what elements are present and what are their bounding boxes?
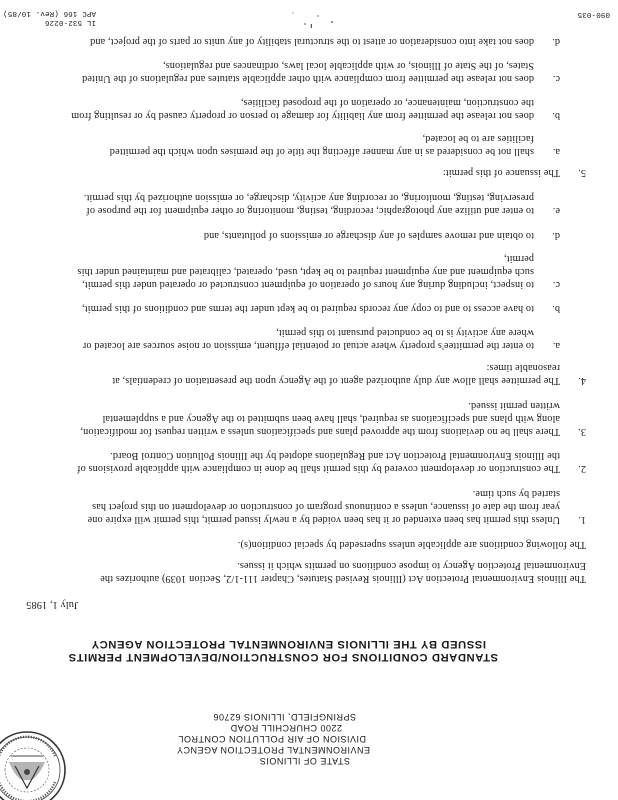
condition-4-line-2: reasonable times: [486,362,560,373]
condition-5b-line-1: b.does not release the permittee from any liability for damage to person or property caused by or resulting from [71,110,560,121]
document-title-line-2: ISSUED BY THE ILLINOIS ENVIRONMENTAL PROTECTION AGENCY [91,638,486,650]
item-label: b. [552,110,560,121]
applicability-statement: The following conditions are applicable unless superseded by special condition(s). [237,539,586,550]
intro-line-1: The Illinois Environmental Protection Act (Illinois Revised Statutes, Chapter 111-1/2, Section 1039) authorizes the [100,573,586,584]
header-state: STATE OF ILLINOIS [259,756,350,766]
item-label: a. [552,340,560,351]
condition-number: 5. [578,167,586,178]
item-label: d. [552,36,560,47]
condition-5-line-1: 5.The issuance of this permit: [442,167,586,178]
condition-5a-line-1: a.shall not be considered as in any manner affecting the title of the premises upon which the permitted [109,146,560,157]
condition-1-line-1: 1.Unless this permit has been extended or it has been voided by a newly issued permit, this permit will expire one [87,514,586,525]
condition-4e-line-2: preserving, testing, monitoring, or recording any activity, discharge, or emission authorized by this permit. [83,192,534,203]
condition-5b-line-2: the construction, maintenance, or operation of the proposed facilities, [240,97,534,108]
condition-number: 1. [578,514,586,525]
condition-4c-line-1: c.to inspect, including during any hours of operation of equipment constructed or operated under this permit, [81,279,560,290]
condition-5d-line-1: d.does not take into consideration or attest to the structural stability of any units or parts of the project, and [89,36,560,47]
header-division: DIVISION OF AIR POLLUTION CONTROL [177,734,366,744]
header-street: 2200 CHURCHILL ROAD [230,723,342,733]
condition-3-line-3: written permit issued. [468,400,560,411]
condition-number: 4. [578,375,586,386]
condition-4a-line-2: where any activity is to be conducted pursuant to this permit, [276,327,534,338]
header-city: SPRINGFIELD, ILLINOIS 62706 [212,712,356,722]
item-label: d. [552,230,560,241]
condition-3-line-2: along with plans and specifications as required, shall have been submitted to the Agency and a supplemental [102,413,560,424]
condition-5c-line-1: c.does not release the permittee from compliance with other applicable statutes and regulations of the United [82,73,560,84]
condition-1-line-2: year from the date of issuance, unless a continuous program of construction or development on this project has [91,501,560,512]
condition-4c-line-2: such equipment and any equipment required to be kept, used, operated, calibrated and maintained under this [77,266,534,277]
document-title-line-1: STANDARD CONDITIONS FOR CONSTRUCTION/DEVELOPMENT PERMITS [68,651,498,663]
condition-number: 3. [578,426,586,437]
form-number: IL 532-0226 [44,18,96,26]
item-label: b. [552,303,560,314]
condition-number: 2. [578,463,586,474]
document-date: July 1, 1985 [26,599,78,610]
condition-4c-line-3: permit, [503,253,534,264]
condition-2-line-2: the Illinois Environmental Protection Act and Regulations adopted by the Illinois Pollution Control Board. [110,450,560,461]
page-mark: 090-035 [577,10,610,18]
item-label: c. [552,279,560,290]
condition-3-line-1: 3.There shall be no deviations from the approved plans and specifications unless a written request for modification, [80,426,586,437]
form-revision: APC 166 (Rev. 10/85) [2,9,96,17]
intro-line-2: Environmental Protection Agency to impose conditions on permits which it issues. [237,560,586,571]
header-agency: ENVIRONMENTAL PROTECTION AGENCY [176,745,370,755]
condition-4a-line-1: a.to enter the permittee's property where actual or potential effluent, emission or noise sources are located or [82,340,560,351]
scan-noise-icon [278,6,338,30]
condition-4e-line-1: e.to enter and utilize any photographic, recording, testing, monitoring or other equipment for the purpose of [86,205,560,216]
condition-5c-line-2: States, of the State of Illinois, or with applicable local laws, ordinances and regulations, [162,60,534,71]
item-label: c. [552,73,560,84]
condition-5a-line-2: facilities are to be located, [422,133,534,144]
condition-4d-line-1: d.to obtain and remove samples of any discharge or emissions of pollutants, and [203,230,560,241]
condition-2-line-1: 2.The construction or development covered by this permit shall be done in compliance with applicable provisions of [76,463,586,474]
item-label: e. [552,205,560,216]
state-seal-icon [0,728,69,800]
condition-4-line-1: 4.The permittee shall allow any duly authorized agent of the Agency upon the presentation of credentials, at [112,375,586,386]
item-label: a. [552,146,560,157]
condition-1-line-3: started by such time. [472,488,560,499]
condition-4b-line-1: b.to have access to and to copy any records required to be kept under the terms and conditions of this permit, [81,303,560,314]
